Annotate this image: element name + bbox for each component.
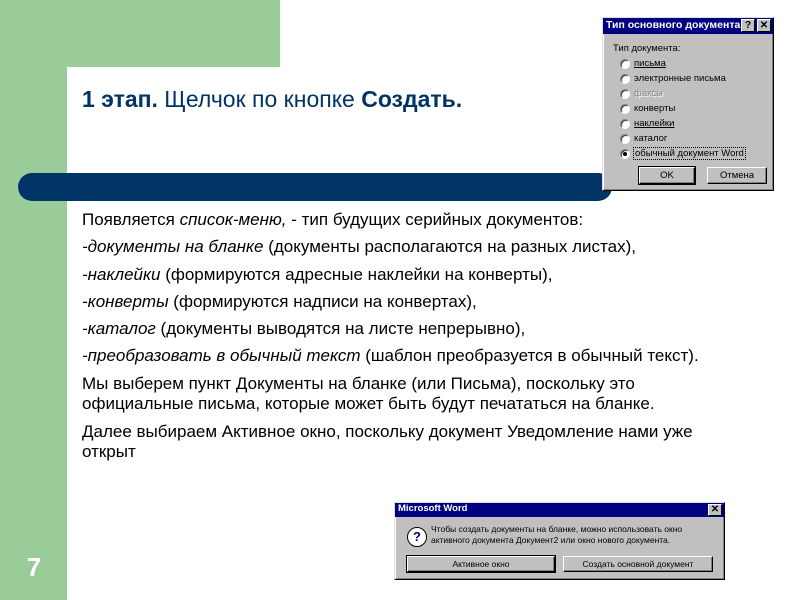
- radio-icon[interactable]: [620, 59, 630, 69]
- body-paragraph: -документы на бланке (документы располагаются на разных листах),: [82, 237, 636, 257]
- dialog-message: Чтобы создать документы на бланке, можно использовать окно активного документа Документ2 или окно нового документа.: [431, 524, 683, 545]
- top-accent-block: [0, 0, 280, 67]
- radio-icon: [620, 89, 630, 99]
- body-paragraph: -преобразовать в обычный текст (шаблон преобразуется в обычный текст).: [82, 346, 699, 366]
- slide-number: 7: [26, 552, 42, 582]
- title-create: Создать.: [361, 86, 463, 112]
- title-underline-bar: [18, 173, 612, 201]
- title-text: Щелчок по кнопке: [157, 86, 362, 112]
- body-paragraph: Мы выберем пункт Документы на бланке (или Письма), поскольку это официальные письма, которые может быть будут печататься на бланке.: [82, 373, 655, 414]
- create-main-document-button[interactable]: Создать основной документ: [563, 556, 713, 572]
- radio-emails[interactable]: электронные письма: [620, 73, 726, 84]
- slide-title: [82, 86, 462, 113]
- help-button[interactable]: ?: [741, 19, 755, 32]
- ok-button[interactable]: OK: [639, 167, 695, 184]
- radio-faxes: факсы: [620, 88, 663, 99]
- body-paragraph: -конверты (формируются надписи на конвертах),: [82, 291, 477, 311]
- slide-body: [82, 210, 747, 469]
- main-document-type-dialog: [602, 17, 774, 191]
- left-accent-strip: [0, 0, 67, 600]
- question-icon: ?: [407, 527, 427, 547]
- radio-catalog[interactable]: каталог: [620, 133, 667, 144]
- radio-normal-document[interactable]: обычный документ Word: [620, 148, 745, 159]
- close-button[interactable]: ✕: [757, 19, 771, 32]
- document-type-label: Тип документа:: [613, 43, 681, 54]
- title-step: 1 этап.: [82, 86, 158, 112]
- body-paragraph: -наклейки (формируются адресные наклейки на конверты),: [82, 264, 553, 284]
- dialog-titlebar: [395, 503, 724, 517]
- body-paragraph: Далее выбираем Активное окно, поскольку документ Уведомление нами уже открыт: [82, 421, 693, 462]
- body-paragraph: -каталог (документы выводятся на листе непрерывно),: [82, 319, 526, 339]
- radio-letters[interactable]: письма: [620, 58, 666, 69]
- close-button[interactable]: ✕: [708, 504, 722, 516]
- body-paragraph: Появляется список-меню, - тип будущих серийных документов:: [82, 210, 584, 229]
- radio-labels[interactable]: наклейки: [620, 118, 674, 129]
- dialog-title: Тип основного документа: [606, 19, 741, 31]
- radio-icon[interactable]: [620, 134, 630, 144]
- dialog-title: Microsoft Word: [398, 503, 468, 514]
- radio-icon[interactable]: [620, 119, 630, 129]
- cancel-button[interactable]: Отмена: [707, 167, 767, 184]
- radio-envelopes[interactable]: конверты: [620, 103, 675, 114]
- dialog-titlebar: [603, 18, 773, 34]
- radio-icon[interactable]: [620, 74, 630, 84]
- radio-selected-icon[interactable]: [620, 149, 630, 159]
- word-message-dialog: [394, 502, 725, 580]
- radio-icon[interactable]: [620, 104, 630, 114]
- active-window-button[interactable]: Активное окно: [407, 556, 555, 572]
